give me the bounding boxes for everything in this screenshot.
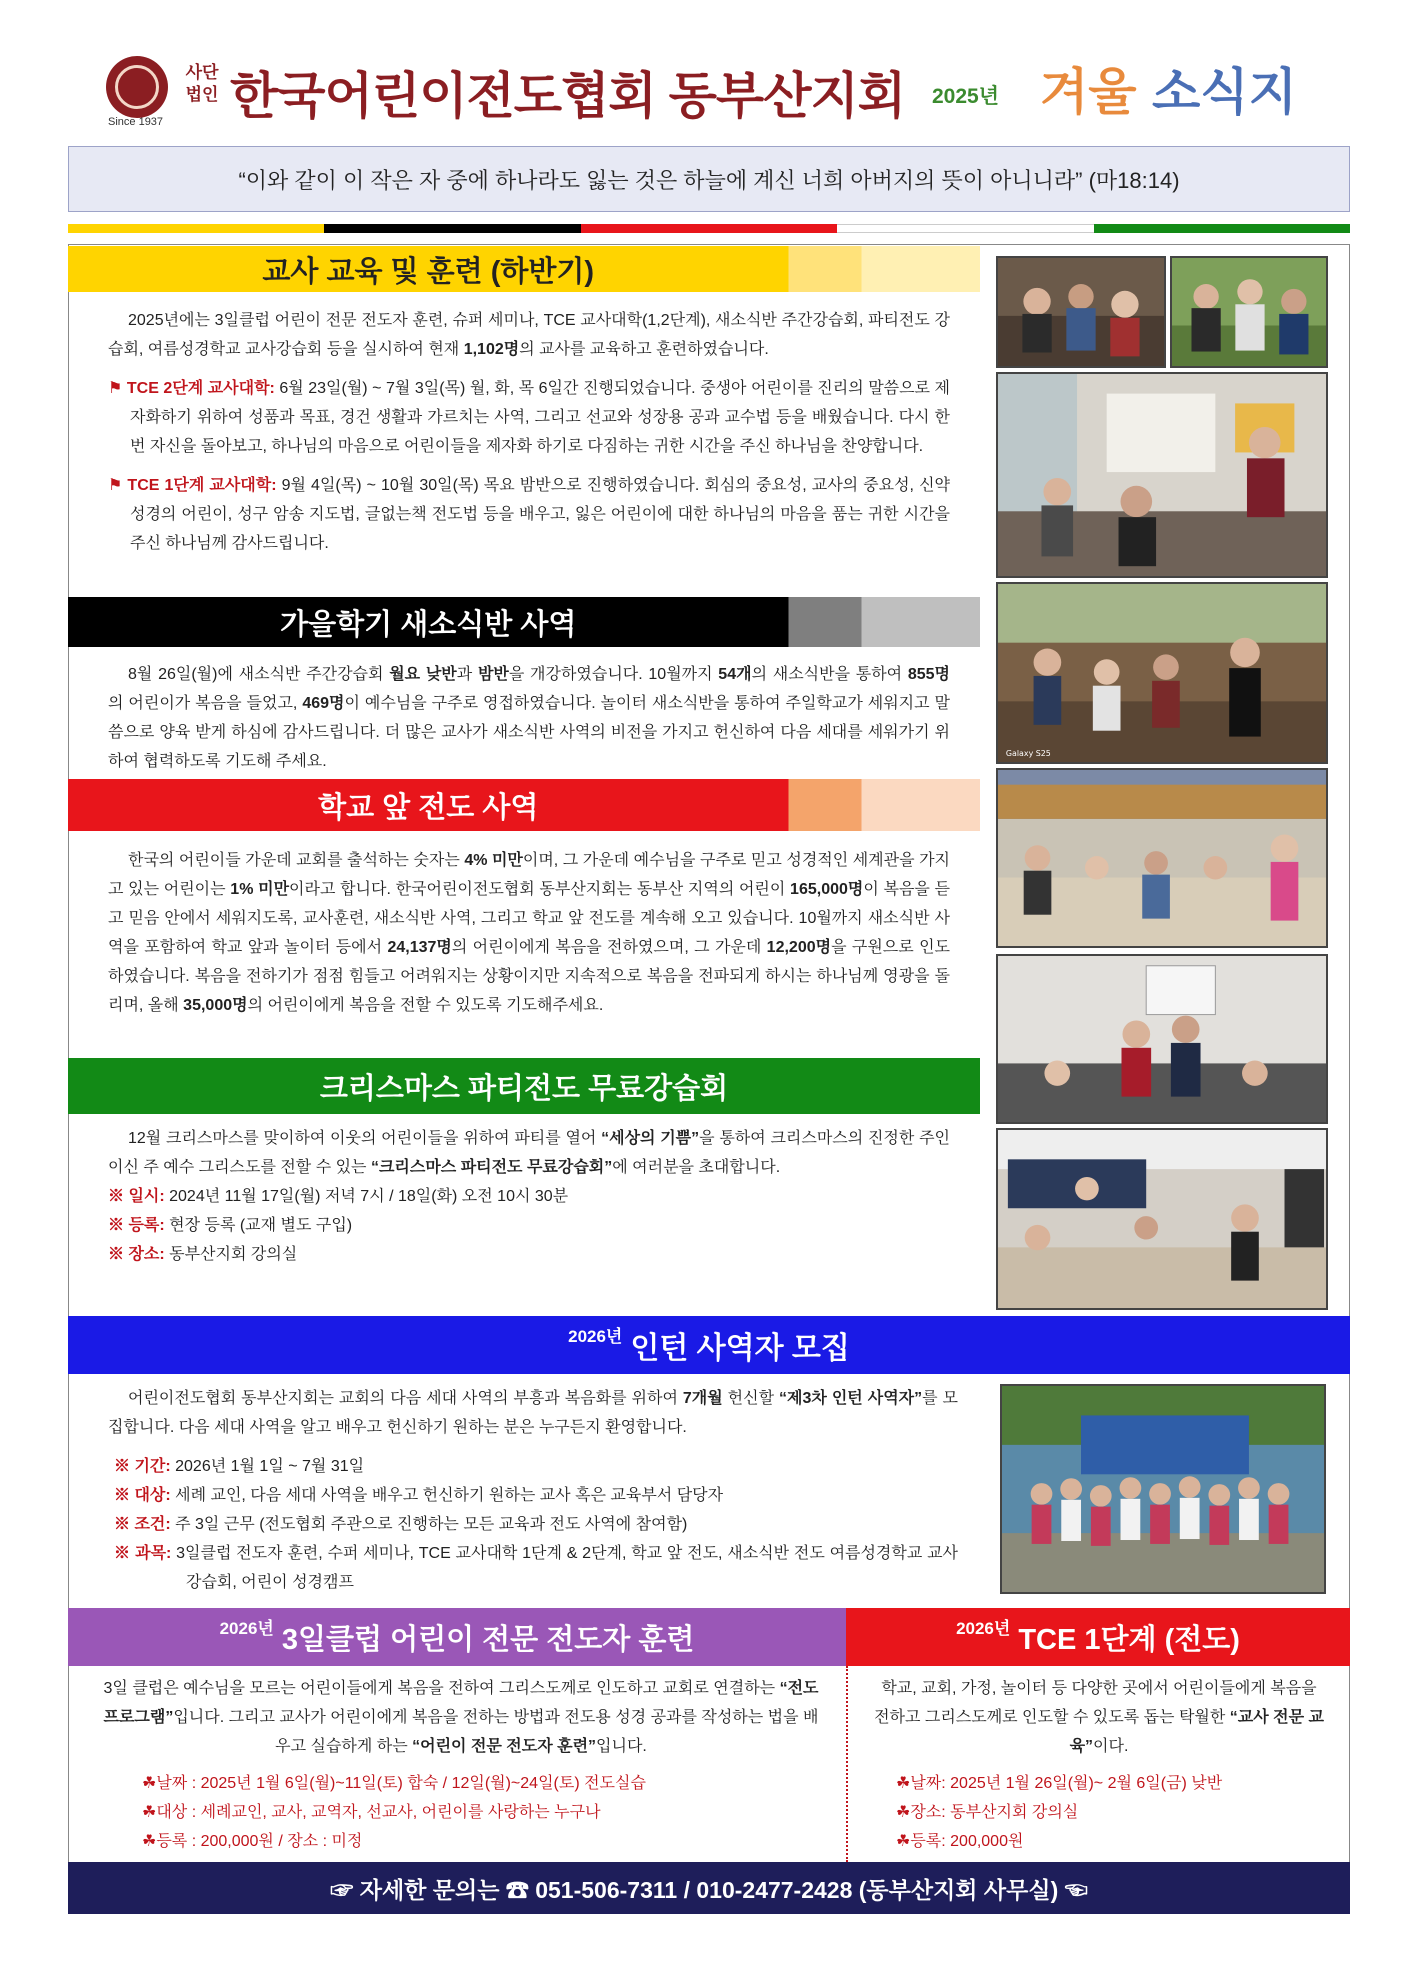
color-strip xyxy=(68,224,1350,233)
section-christmas-body: 12월 크리스마스를 맞이하여 이웃의 어린이들을 위하여 파티를 열어 “세상의 기쁨”을 통하여 크리스마스의 진정한 주인이신 주 예수 그리스도를 전할 수 있는 “크리스마스 파티전도 무료강습회”에 여러분을 초대합니다. ※ 일시: 2024년 11월 17일(월) 저녁 7시 / 18일(화) 오전 10시 30분 ※ 등록: 현장 등록 (교재 별도 구입) ※ 장소: 동부산지회 강의실 xyxy=(108,1124,950,1269)
tce1-date: ☘날짜: 2025년 1월 26일(월)~ 2월 6일(금) 낮반 xyxy=(896,1775,1223,1792)
bible-verse: “이와 같이 이 작은 자 중에 하나라도 잃는 것은 하늘에 계신 너희 아버지의 뜻이 아니니라” (마18:14) xyxy=(68,146,1350,212)
tce1-registration: ☘등록: 200,000원 xyxy=(896,1833,1024,1850)
photo-school-evangelism xyxy=(996,768,1328,948)
tce2-bullet: ⚑ TCE 2단계 교사대학: 6월 23일(월) ~ 7월 3일(목) 월, 화, 목 6일간 진행되었습니다. 중생아 어린이를 진리의 말씀으로 제자화하기 위하여 성품과 목표, 경건 생활과 가르치는 사역, 그리고 선교와 성장용 공과 교수법 등을 배웠습니다. 다시 한번 자신을 돌아보고, 하나님의 마음으로 어린이들을 제자화 하기로 다짐하는 귀한 시간을 주신 하나님을 찬양합니다. xyxy=(108,380,950,455)
section-teacher-training-header xyxy=(68,246,980,292)
photo-training-2 xyxy=(1170,256,1328,368)
section-title: 학교 앞 전도 사역 xyxy=(318,791,539,824)
3day-date: ☘날짜 : 2025년 1월 6일(월)~11일(토) 합숙 / 12일(월)~24일(토) 전도실습 xyxy=(142,1775,646,1792)
column-divider xyxy=(846,1666,848,1862)
section-school-evangelism-body: 한국의 어린이들 가운데 교회를 출석하는 숫자는 4% 미만이며, 그 가운데 예수님을 구주로 믿고 성경적인 세계관을 가지고 있는 어린이는 1% 미만이라고 합니다. 한국어린이전도협회 동부산지회는 동부산 지역의 어린이 165,000명이 복음을 듣고 믿음 안에서 세워지도록, 교사훈련, 새소식반 사역, 그리고 학교 앞 전도를 계속해 오고 있습니다. 10월까지 새소식반 사역을 포함하여 학교 앞과 놀이터 등에서 24,137명의 어린이에게 복음을 전하였으며, 그 가운데 12,200명을 구원으로 인도하였습니다. 복음을 전하기가 점점 힘들고 어려워지는 상황이지만 지속적으로 복음을 전파되게 하시는 하나님께 영광을 돌리며, 올해 35,000명의 어린이에게 복음을 전할 수 있도록 기도해주세요. xyxy=(108,852,951,1014)
section-christmas-header xyxy=(68,1058,980,1114)
section-title: TCE 1단계 (전도) xyxy=(1018,1623,1240,1656)
newsletter-label: 소식지 xyxy=(1152,64,1297,120)
section-year: 2026년 xyxy=(956,1619,1011,1638)
section-3day-club-header xyxy=(68,1608,846,1666)
section-title: 3일클럽 어린이 전문 전도자 훈련 xyxy=(281,1623,695,1656)
tce1-place: ☘장소: 동부산지회 강의실 xyxy=(896,1804,1079,1821)
issue-year: 2025년 xyxy=(932,85,1000,108)
section-tce1-header xyxy=(846,1608,1350,1666)
issue-season: 겨울 xyxy=(1040,64,1137,120)
section-intern-body: 어린이전도협회 동부산지회는 교회의 다음 세대 사역의 부흥과 복음화를 위하여 7개월 헌신할 “제3차 인턴 사역자”를 모집합니다. 다음 세대 사역을 알고 배우고 헌신하기 원하는 분은 누구든지 환영합니다. ※ 기간: 2026년 1월 1일 ~ 7월 31일 ※ 대상: 세례 교인, 다음 세대 사역을 배우고 헌신하기 원하는 교사 혹은 교육부서 담당자 ※ 조건: 주 3일 근무 (전도협회 주관으로 진행하는 모든 교육과 전도 사역에 참여함) ※ 과목: 3일클럽 전도자 훈련, 수퍼 세미나, TCE 교사대학 1단계 & 2단계, 학교 앞 전도, 새소식반 전도 여름성경학교 교사강습회, 어린이 성경캠프 xyxy=(108,1384,958,1597)
photo-christmas-1 xyxy=(996,954,1328,1124)
org-logo-icon xyxy=(106,56,168,118)
since-label: Since 1937 xyxy=(108,116,164,128)
photo-training-1 xyxy=(996,256,1166,368)
intern-target: ※ 대상: 세례 교인, 다음 세대 사역을 배우고 헌신하기 원하는 교사 혹은 교육부서 담당자 xyxy=(114,1487,724,1504)
section-year: 2026년 xyxy=(568,1327,623,1346)
newsletter-header xyxy=(70,40,1350,130)
section-year: 2026년 xyxy=(219,1619,274,1638)
photo-good-news-club xyxy=(996,582,1328,764)
section-tce1-body: 학교, 교회, 가정, 놀이터 등 다양한 곳에서 어린이들에게 복음을 전하고 그리스도께로 인도할 수 있도록 돕는 탁월한 “교사 전문 교육”이다. ☘날짜: 2025년 1월 26일(월)~ 2월 6일(금) 낮반 ☘장소: 동부산지회 강의실 ☘등록: 200,000원 xyxy=(874,1674,1324,1856)
intern-period: ※ 기간: 2026년 1월 1일 ~ 7월 31일 xyxy=(114,1458,365,1475)
section-good-news-club-header xyxy=(68,597,980,647)
section-title: 크리스마스 파티전도 무료강습회 xyxy=(319,1072,729,1105)
section-3day-club-body: 3일 클럽은 예수님을 모르는 어린이들에게 복음을 전하여 그리스도께로 인도하고 교회로 연결하는 “전도 프로그램”입니다. 그리고 교사가 어린이에게 복음을 전하는 방법과 전도용 성경 공과를 작성하는 법을 배우고 실습하게 하는 “어린이 전문 전도자 훈련”입니다. ☘날짜 : 2025년 1월 6일(월)~11일(토) 합숙 / 12일(월)~24일(토) 전도실습 ☘대상 : 세례교인, 교사, 교역자, 선교사, 어린이를 사랑하는 누구나 ☘등록 : 200,000원 / 장소 : 미정 xyxy=(96,1674,826,1856)
tce1-bullet: ⚑ TCE 1단계 교사대학: 9월 4일(목) ~ 10월 30일(목) 목요 밤반으로 진행하였습니다. 회심의 중요성, 교사의 중요성, 신약성경의 어린이, 성구 암송 지도법, 글없는책 전도법 등을 배우고, 잃은 어린이에 대한 하나님의 마음을 품는 귀한 시간을 주신 하나님께 감사드립니다. xyxy=(108,477,950,552)
section-title: 가을학기 새소식반 사역 xyxy=(280,608,577,641)
section-title: 교사 교육 및 훈련 (하반기) xyxy=(262,255,595,288)
photo-teacher-class xyxy=(996,372,1328,578)
section-intern-header xyxy=(68,1316,1350,1374)
christmas-place: ※ 장소: 동부산지회 강의실 xyxy=(108,1246,298,1263)
3day-registration: ☘등록 : 200,000원 / 장소 : 미정 xyxy=(142,1833,363,1850)
contact-footer: ☞ 자세한 문의는 ☎ 051-506-7311 / 010-2477-2428 (동부산지회 사무실) ☜ xyxy=(68,1862,1350,1914)
3day-target: ☘대상 : 세례교인, 교사, 교역자, 선교사, 어린이를 사랑하는 누구나 xyxy=(142,1804,601,1821)
intern-condition: ※ 조건: 주 3일 근무 (전도협회 주관으로 진행하는 모든 교육과 전도 사역에 참여함) xyxy=(114,1516,688,1533)
intro-paragraph: 2025년에는 3일클럽 어린이 전문 전도자 훈련, 슈퍼 세미나, TCE 교사대학(1,2단계), 새소식반 주간강습회, 파티전도 강습회, 여름성경학교 교사강습회 등을 실시하여 현재 1,102명의 교사를 교육하고 훈련하였습니다. xyxy=(108,312,950,358)
photo-intern-group xyxy=(1000,1384,1326,1594)
christmas-registration: ※ 등록: 현장 등록 (교재 별도 구입) xyxy=(108,1217,353,1234)
corp-label: 사단 법인 xyxy=(185,63,219,104)
svg-text:Galaxy S25: Galaxy S25 xyxy=(1005,749,1051,759)
section-title: 인턴 사역자 모집 xyxy=(630,1332,850,1365)
section-good-news-club-body: 8월 26일(월)에 새소식반 주간강습회 월요 낮반과 밤반을 개강하였습니다. 10월까지 54개의 새소식반을 통하여 855명의 어린이가 복음을 들었고, 469명이 예수님을 구주로 영접하였습니다. 놀이터 새소식반을 통하여 주일학교가 세워지고 말씀으로 양육 받게 하심에 감사드립니다. 더 많은 교사가 새소식반 사역의 비전을 가지고 헌신하여 다음 세대를 세워가기 위하여 협력하도록 기도해 주세요. xyxy=(108,666,950,770)
photo-christmas-2 xyxy=(996,1128,1328,1310)
section-school-evangelism-header xyxy=(68,779,980,831)
org-name: 한국어린이전도협회 동부산지회 xyxy=(230,68,906,124)
section-teacher-training-body xyxy=(108,306,950,558)
christmas-date: ※ 일시: 2024년 11월 17일(월) 저녁 7시 / 18일(화) 오전 10시 30분 xyxy=(108,1188,569,1205)
intern-course: ※ 과목: 3일클럽 전도자 훈련, 수퍼 세미나, TCE 교사대학 1단계 & 2단계, 학교 앞 전도, 새소식반 전도 여름성경학교 교사강습회, 어린이 성경캠프 xyxy=(114,1545,958,1591)
